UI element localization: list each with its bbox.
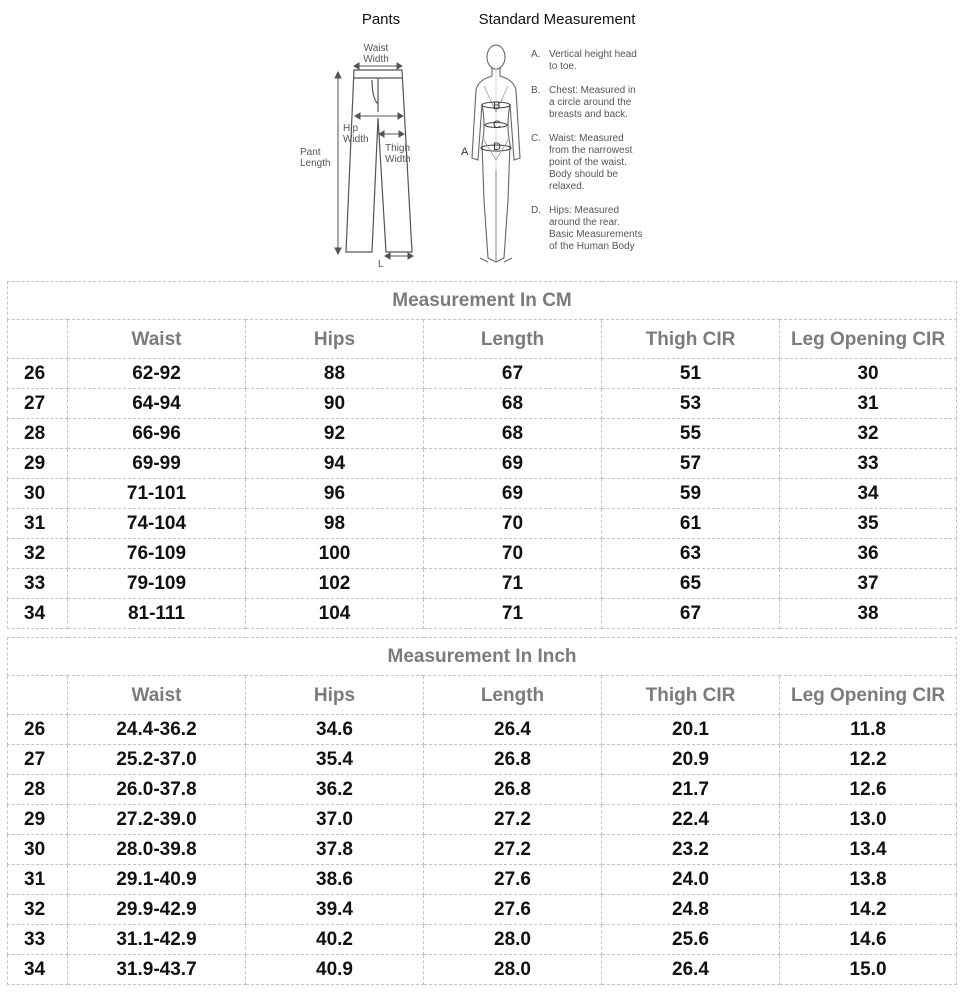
cell-waist: 62-92 xyxy=(68,359,246,389)
cell-length: 70 xyxy=(424,539,602,569)
cell-length: 68 xyxy=(424,419,602,449)
table-row xyxy=(8,539,957,569)
table-header-row xyxy=(8,676,957,715)
cell-hips: 35.4 xyxy=(246,745,424,775)
table-title-row xyxy=(8,282,957,320)
cell-hips: 102 xyxy=(246,569,424,599)
cell-length: 68 xyxy=(424,389,602,419)
cell-length: 71 xyxy=(424,569,602,599)
table-row xyxy=(8,925,957,955)
note-c-line: from the narrowest xyxy=(549,145,633,156)
note-d-line: around the rear. xyxy=(549,217,620,228)
waist-width-label-2: Width xyxy=(363,54,389,65)
pants-title: Pants xyxy=(361,11,401,28)
note-b-line: breasts and back. xyxy=(549,109,628,120)
header-thigh-cir: Thigh CIR xyxy=(602,320,780,359)
thigh-width-label-2: Width xyxy=(385,154,411,165)
cell-length: 69 xyxy=(424,449,602,479)
cell-leg-opening-cir: 33 xyxy=(780,449,957,479)
note-a-letter: A. xyxy=(531,49,541,60)
header-length: Length xyxy=(424,676,602,715)
note-b-letter: B. xyxy=(531,85,541,96)
cell-waist: 76-109 xyxy=(68,539,246,569)
cell-thigh-cir: 25.6 xyxy=(602,925,780,955)
cell-hips: 36.2 xyxy=(246,775,424,805)
table-row xyxy=(8,895,957,925)
cell-length: 28.0 xyxy=(424,955,602,985)
note-a-line: Vertical height head xyxy=(549,49,637,60)
note-c-line: Body should be xyxy=(549,169,618,180)
table-header-row xyxy=(8,320,957,359)
body-figure xyxy=(472,45,520,262)
cell-size: 32 xyxy=(8,895,68,925)
cell-hips: 39.4 xyxy=(246,895,424,925)
cell-size: 34 xyxy=(8,955,68,985)
cell-hips: 92 xyxy=(246,419,424,449)
cell-size: 29 xyxy=(8,449,68,479)
table-row xyxy=(8,835,957,865)
cell-leg-opening-cir: 35 xyxy=(780,509,957,539)
cell-length: 70 xyxy=(424,509,602,539)
table-row xyxy=(8,805,957,835)
cell-leg-opening-cir: 32 xyxy=(780,419,957,449)
note-b-line: a circle around the xyxy=(549,97,632,108)
measurement-notes xyxy=(531,49,642,252)
cell-leg-opening-cir: 13.4 xyxy=(780,835,957,865)
note-c-letter: C. xyxy=(531,133,541,144)
cell-leg-opening-cir: 37 xyxy=(780,569,957,599)
table-row xyxy=(8,599,957,629)
table-row xyxy=(8,569,957,599)
cell-size: 28 xyxy=(8,419,68,449)
cell-thigh-cir: 20.9 xyxy=(602,745,780,775)
cell-size: 33 xyxy=(8,925,68,955)
cell-length: 28.0 xyxy=(424,925,602,955)
table-title-row xyxy=(8,638,957,676)
pant-length-label-1: Pant xyxy=(300,147,321,158)
cell-waist: 31.9-43.7 xyxy=(68,955,246,985)
thigh-width-label-1: Thigh xyxy=(385,143,411,154)
cell-hips: 34.6 xyxy=(246,715,424,745)
note-c-line: Waist: Measured xyxy=(549,133,624,144)
cell-leg-opening-cir: 31 xyxy=(780,389,957,419)
note-d-line: of the Human Body xyxy=(549,241,635,252)
size-table-inch xyxy=(7,637,957,985)
cell-thigh-cir: 61 xyxy=(602,509,780,539)
cell-waist: 29.1-40.9 xyxy=(68,865,246,895)
cell-size: 33 xyxy=(8,569,68,599)
cell-thigh-cir: 67 xyxy=(602,599,780,629)
cell-size: 34 xyxy=(8,599,68,629)
cell-hips: 104 xyxy=(246,599,424,629)
cell-length: 26.8 xyxy=(424,775,602,805)
cell-size: 30 xyxy=(8,479,68,509)
cell-waist: 25.2-37.0 xyxy=(68,745,246,775)
cell-waist: 24.4-36.2 xyxy=(68,715,246,745)
header-thigh-cir: Thigh CIR xyxy=(602,676,780,715)
cell-size: 30 xyxy=(8,835,68,865)
header-length: Length xyxy=(424,320,602,359)
cell-hips: 37.0 xyxy=(246,805,424,835)
cell-size: 27 xyxy=(8,389,68,419)
cell-waist: 31.1-42.9 xyxy=(68,925,246,955)
cell-leg-opening-cir: 15.0 xyxy=(780,955,957,985)
size-table-cm xyxy=(7,281,957,629)
cell-thigh-cir: 23.2 xyxy=(602,835,780,865)
cell-waist: 66-96 xyxy=(68,419,246,449)
cell-thigh-cir: 20.1 xyxy=(602,715,780,745)
cell-size: 27 xyxy=(8,745,68,775)
cell-leg-opening-cir: 12.6 xyxy=(780,775,957,805)
cell-length: 26.8 xyxy=(424,745,602,775)
table-row xyxy=(8,449,957,479)
hip-width-label-1: Hip xyxy=(343,123,359,134)
table-row xyxy=(8,745,957,775)
cell-size: 32 xyxy=(8,539,68,569)
cell-waist: 81-111 xyxy=(68,599,246,629)
cell-thigh-cir: 63 xyxy=(602,539,780,569)
note-c-line: relaxed. xyxy=(549,181,585,192)
header-waist: Waist xyxy=(68,320,246,359)
cell-hips: 96 xyxy=(246,479,424,509)
cell-leg-opening-cir: 34 xyxy=(780,479,957,509)
cell-hips: 100 xyxy=(246,539,424,569)
cell-length: 26.4 xyxy=(424,715,602,745)
cell-length: 27.2 xyxy=(424,805,602,835)
cell-size: 26 xyxy=(8,715,68,745)
note-a-line: to toe. xyxy=(549,61,577,72)
table-row xyxy=(8,955,957,985)
cell-size: 28 xyxy=(8,775,68,805)
header-leg-opening-cir: Leg Opening CIR xyxy=(780,320,957,359)
cell-thigh-cir: 26.4 xyxy=(602,955,780,985)
table-row xyxy=(8,715,957,745)
cell-waist: 29.9-42.9 xyxy=(68,895,246,925)
cell-thigh-cir: 51 xyxy=(602,359,780,389)
header-hips: Hips xyxy=(246,676,424,715)
header-hips: Hips xyxy=(246,320,424,359)
cell-leg-opening-cir: 30 xyxy=(780,359,957,389)
table-row xyxy=(8,509,957,539)
table-row xyxy=(8,419,957,449)
body-letter-c: C xyxy=(493,119,501,131)
cell-length: 67 xyxy=(424,359,602,389)
hip-width-label-2: Width xyxy=(343,134,369,145)
note-d-letter: D. xyxy=(531,205,541,216)
cell-thigh-cir: 57 xyxy=(602,449,780,479)
table-title: Measurement In Inch xyxy=(8,638,957,676)
cell-leg-opening-cir: 13.0 xyxy=(780,805,957,835)
table-row xyxy=(8,359,957,389)
cell-leg-opening-cir: 14.2 xyxy=(780,895,957,925)
cell-length: 71 xyxy=(424,599,602,629)
cell-hips: 94 xyxy=(246,449,424,479)
cell-thigh-cir: 55 xyxy=(602,419,780,449)
cell-leg-opening-cir: 12.2 xyxy=(780,745,957,775)
cell-hips: 88 xyxy=(246,359,424,389)
cell-thigh-cir: 22.4 xyxy=(602,805,780,835)
cell-waist: 27.2-39.0 xyxy=(68,805,246,835)
cell-hips: 40.9 xyxy=(246,955,424,985)
cell-length: 27.6 xyxy=(424,895,602,925)
note-d-line: Hips: Measured xyxy=(549,205,620,216)
cell-size: 31 xyxy=(8,865,68,895)
cell-size: 26 xyxy=(8,359,68,389)
cell-waist: 69-99 xyxy=(68,449,246,479)
body-letter-d: D xyxy=(493,141,501,153)
cell-waist: 64-94 xyxy=(68,389,246,419)
cell-leg-opening-cir: 14.6 xyxy=(780,925,957,955)
pant-length-label-2: Length xyxy=(300,158,331,169)
header-waist: Waist xyxy=(68,676,246,715)
note-c-line: point of the waist. xyxy=(549,157,627,168)
cell-length: 27.6 xyxy=(424,865,602,895)
waist-width-label-1: Waist xyxy=(363,43,389,54)
body-letter-b: B xyxy=(493,100,501,112)
cell-hips: 37.8 xyxy=(246,835,424,865)
table-row xyxy=(8,865,957,895)
cell-leg-opening-cir: 13.8 xyxy=(780,865,957,895)
cell-hips: 98 xyxy=(246,509,424,539)
cell-waist: 28.0-39.8 xyxy=(68,835,246,865)
header-leg-opening-cir: Leg Opening CIR xyxy=(780,676,957,715)
cell-hips: 90 xyxy=(246,389,424,419)
cell-waist: 74-104 xyxy=(68,509,246,539)
cell-leg-opening-cir: 38 xyxy=(780,599,957,629)
leg-opening-label: L xyxy=(378,259,384,270)
cell-leg-opening-cir: 11.8 xyxy=(780,715,957,745)
cell-length: 27.2 xyxy=(424,835,602,865)
cell-waist: 26.0-37.8 xyxy=(68,775,246,805)
cell-waist: 79-109 xyxy=(68,569,246,599)
header-size xyxy=(8,320,68,359)
cell-hips: 38.6 xyxy=(246,865,424,895)
note-b-line: Chest: Measured in xyxy=(549,85,636,96)
table-row xyxy=(8,479,957,509)
cell-length: 69 xyxy=(424,479,602,509)
measurement-diagram xyxy=(0,0,962,280)
body-letter-a: A xyxy=(461,146,469,158)
cell-size: 31 xyxy=(8,509,68,539)
note-d-line: Basic Measurements xyxy=(549,229,643,240)
cell-size: 29 xyxy=(8,805,68,835)
cell-thigh-cir: 21.7 xyxy=(602,775,780,805)
table-row xyxy=(8,775,957,805)
cell-thigh-cir: 53 xyxy=(602,389,780,419)
cell-waist: 71-101 xyxy=(68,479,246,509)
cell-thigh-cir: 65 xyxy=(602,569,780,599)
cell-leg-opening-cir: 36 xyxy=(780,539,957,569)
cell-thigh-cir: 24.8 xyxy=(602,895,780,925)
standard-measurement-title: Standard Measurement xyxy=(478,11,636,28)
header-size xyxy=(8,676,68,715)
cell-hips: 40.2 xyxy=(246,925,424,955)
cell-thigh-cir: 59 xyxy=(602,479,780,509)
cell-thigh-cir: 24.0 xyxy=(602,865,780,895)
table-row xyxy=(8,389,957,419)
table-title: Measurement In CM xyxy=(8,282,957,320)
